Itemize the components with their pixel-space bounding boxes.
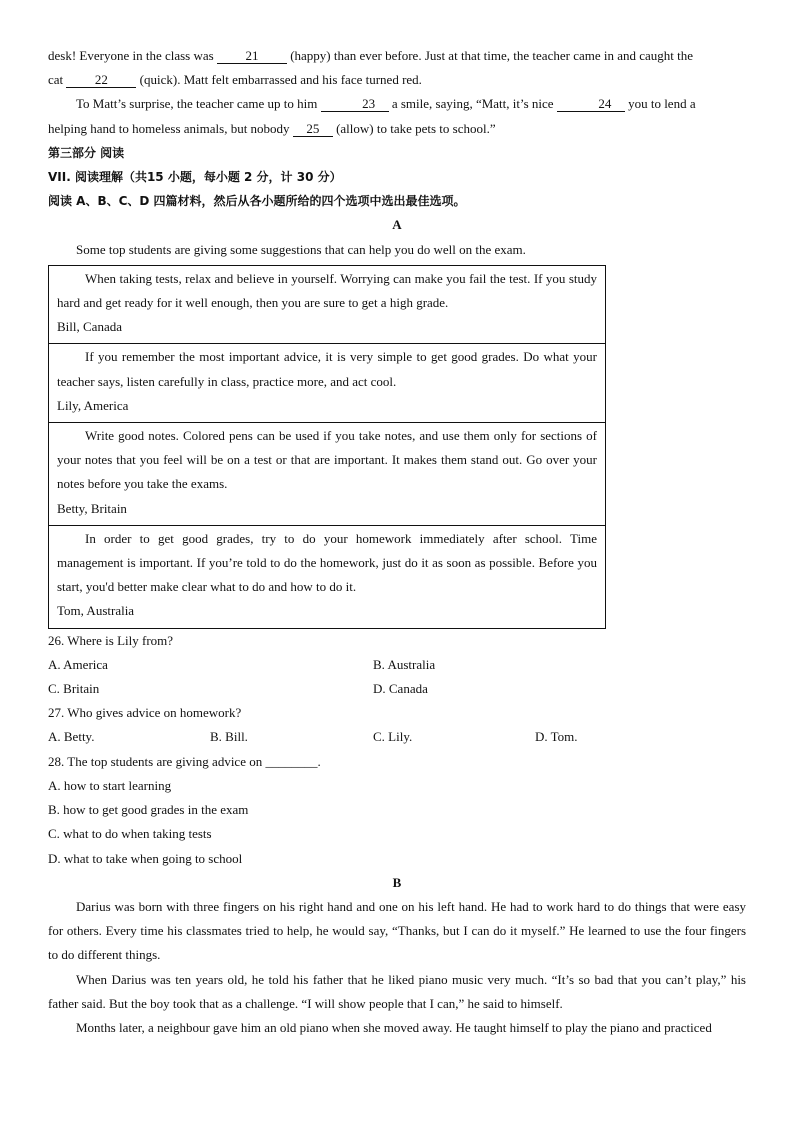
section-instruction: 阅读 A、B、C、D 四篇材料，然后从各小题所给的四个选项中选出最佳选项。 xyxy=(48,194,466,209)
option-a[interactable]: A. how to start learning xyxy=(48,777,172,793)
question-26: 26. Where is Lily from? xyxy=(48,632,174,648)
advice-author: Betty, Britain xyxy=(57,500,127,516)
advice-cell-tom xyxy=(49,525,605,628)
advice-cell-betty xyxy=(49,422,605,525)
advice-text: When taking tests, relax and believe in yourself. Worrying can make you fail the test. If you study hard and get ready for it well enough, then you are sure to get a high grade. xyxy=(57,270,597,311)
option-b[interactable]: B. how to get good grades in the exam xyxy=(48,802,249,818)
line xyxy=(48,117,496,141)
passage-b-paragraph-2: When Darius was ten years old, he told his father that he liked piano music very much. “It’s so bad that you can’t play,” his father said. But the boy took that as a challenge. “I will show people that I can,” he said to himself. xyxy=(48,971,746,1011)
option-d[interactable]: D. what to take when going to school xyxy=(48,850,243,866)
question-26-options-2 xyxy=(48,677,746,701)
text: (allow) to take pets to school.” xyxy=(332,120,496,136)
text: (happy) than ever before. Just at that time, the teacher came in and caught the xyxy=(286,48,694,63)
advice-author: Tom, Australia xyxy=(57,603,135,619)
advice-author: Bill, Canada xyxy=(57,319,122,335)
option-a[interactable]: A. America xyxy=(48,656,108,672)
blank-21[interactable]: 21 xyxy=(217,49,287,64)
question-27: 27. Who gives advice on homework? xyxy=(48,705,242,721)
passage-a-title: A xyxy=(392,217,402,233)
advice-cell-lily xyxy=(49,343,605,422)
option-c[interactable]: C. Britain xyxy=(48,681,100,697)
text: (quick). Matt felt embarrassed and his face turned red. xyxy=(136,72,422,88)
option-b[interactable]: B. Bill. xyxy=(210,729,248,745)
text: desk! Everyone in the class was xyxy=(48,48,217,63)
text: helping hand to homeless animals, but nobody xyxy=(48,120,293,136)
passage-b-title: B xyxy=(392,874,402,890)
blank-25[interactable]: 25 xyxy=(293,122,333,137)
blank-22[interactable]: 22 xyxy=(66,73,136,88)
option-a[interactable]: A. Betty. xyxy=(48,729,95,745)
text: To Matt’s surprise, the teacher came up to him xyxy=(76,96,321,112)
option-d[interactable]: D. Canada xyxy=(373,681,428,697)
blank-23[interactable]: 23 xyxy=(321,97,389,112)
section-heading: VII. 阅读理解（共15 小题，每小题 2 分，计 30 分） xyxy=(48,170,342,185)
question-28: 28. The top students are giving advice on ________. xyxy=(48,753,321,769)
blank-24[interactable]: 24 xyxy=(557,97,625,112)
passage-b-paragraph-1: Darius was born with three fingers on his right hand and one on his left hand. He had to work hard to do things that were easy for others. Every time his classmates tried to help, he would say, “Thanks, but I can do it myself.” He learned to use the four fingers to do different things. xyxy=(48,898,746,963)
option-d[interactable]: D. Tom. xyxy=(535,729,578,745)
passage-b-paragraph-3: Months later, a neighbour gave him an old piano when she moved away. He taught himself to play the piano and practiced xyxy=(76,1019,712,1035)
text: a smile, saying, “Matt, it’s nice xyxy=(388,96,557,112)
advice-text: If you remember the most important advice, it is very simple to get good grades. Do what your teacher says, listen carefully in class, practice more, and act cool. xyxy=(57,349,597,389)
cloze-paragraph-end xyxy=(48,44,746,92)
option-c[interactable]: C. Lily. xyxy=(373,729,413,745)
document-page xyxy=(48,44,746,1040)
question-26-options xyxy=(48,653,746,677)
passage-a-intro: Some top students are giving some suggestions that can help you do well on the exam. xyxy=(76,241,526,257)
option-b[interactable]: B. Australia xyxy=(373,656,436,672)
option-c[interactable]: C. what to do when taking tests xyxy=(48,826,212,842)
text: you to lend a xyxy=(624,96,696,112)
advice-text: Write good notes. Colored pens can be used if you take notes, and use them only for sections of your notes that you feel will be on a test or that are important. It makes them stand out. Go over your notes before you take the exams. xyxy=(57,428,597,492)
part-heading: 第三部分 阅读 xyxy=(48,145,125,160)
text: cat xyxy=(48,72,67,88)
question-27-options xyxy=(48,725,746,749)
advice-author: Lily, America xyxy=(57,397,129,413)
advice-cell-bill xyxy=(49,266,605,344)
advice-table xyxy=(48,265,606,629)
advice-text: In order to get good grades, try to do your homework immediately after school. Time management is important. If you’re told to do the homework, just do it as soon as possible. Before you start, you'd better make clear what to do and how to do it. xyxy=(57,530,597,595)
cloze-paragraph-surprise xyxy=(48,92,746,140)
